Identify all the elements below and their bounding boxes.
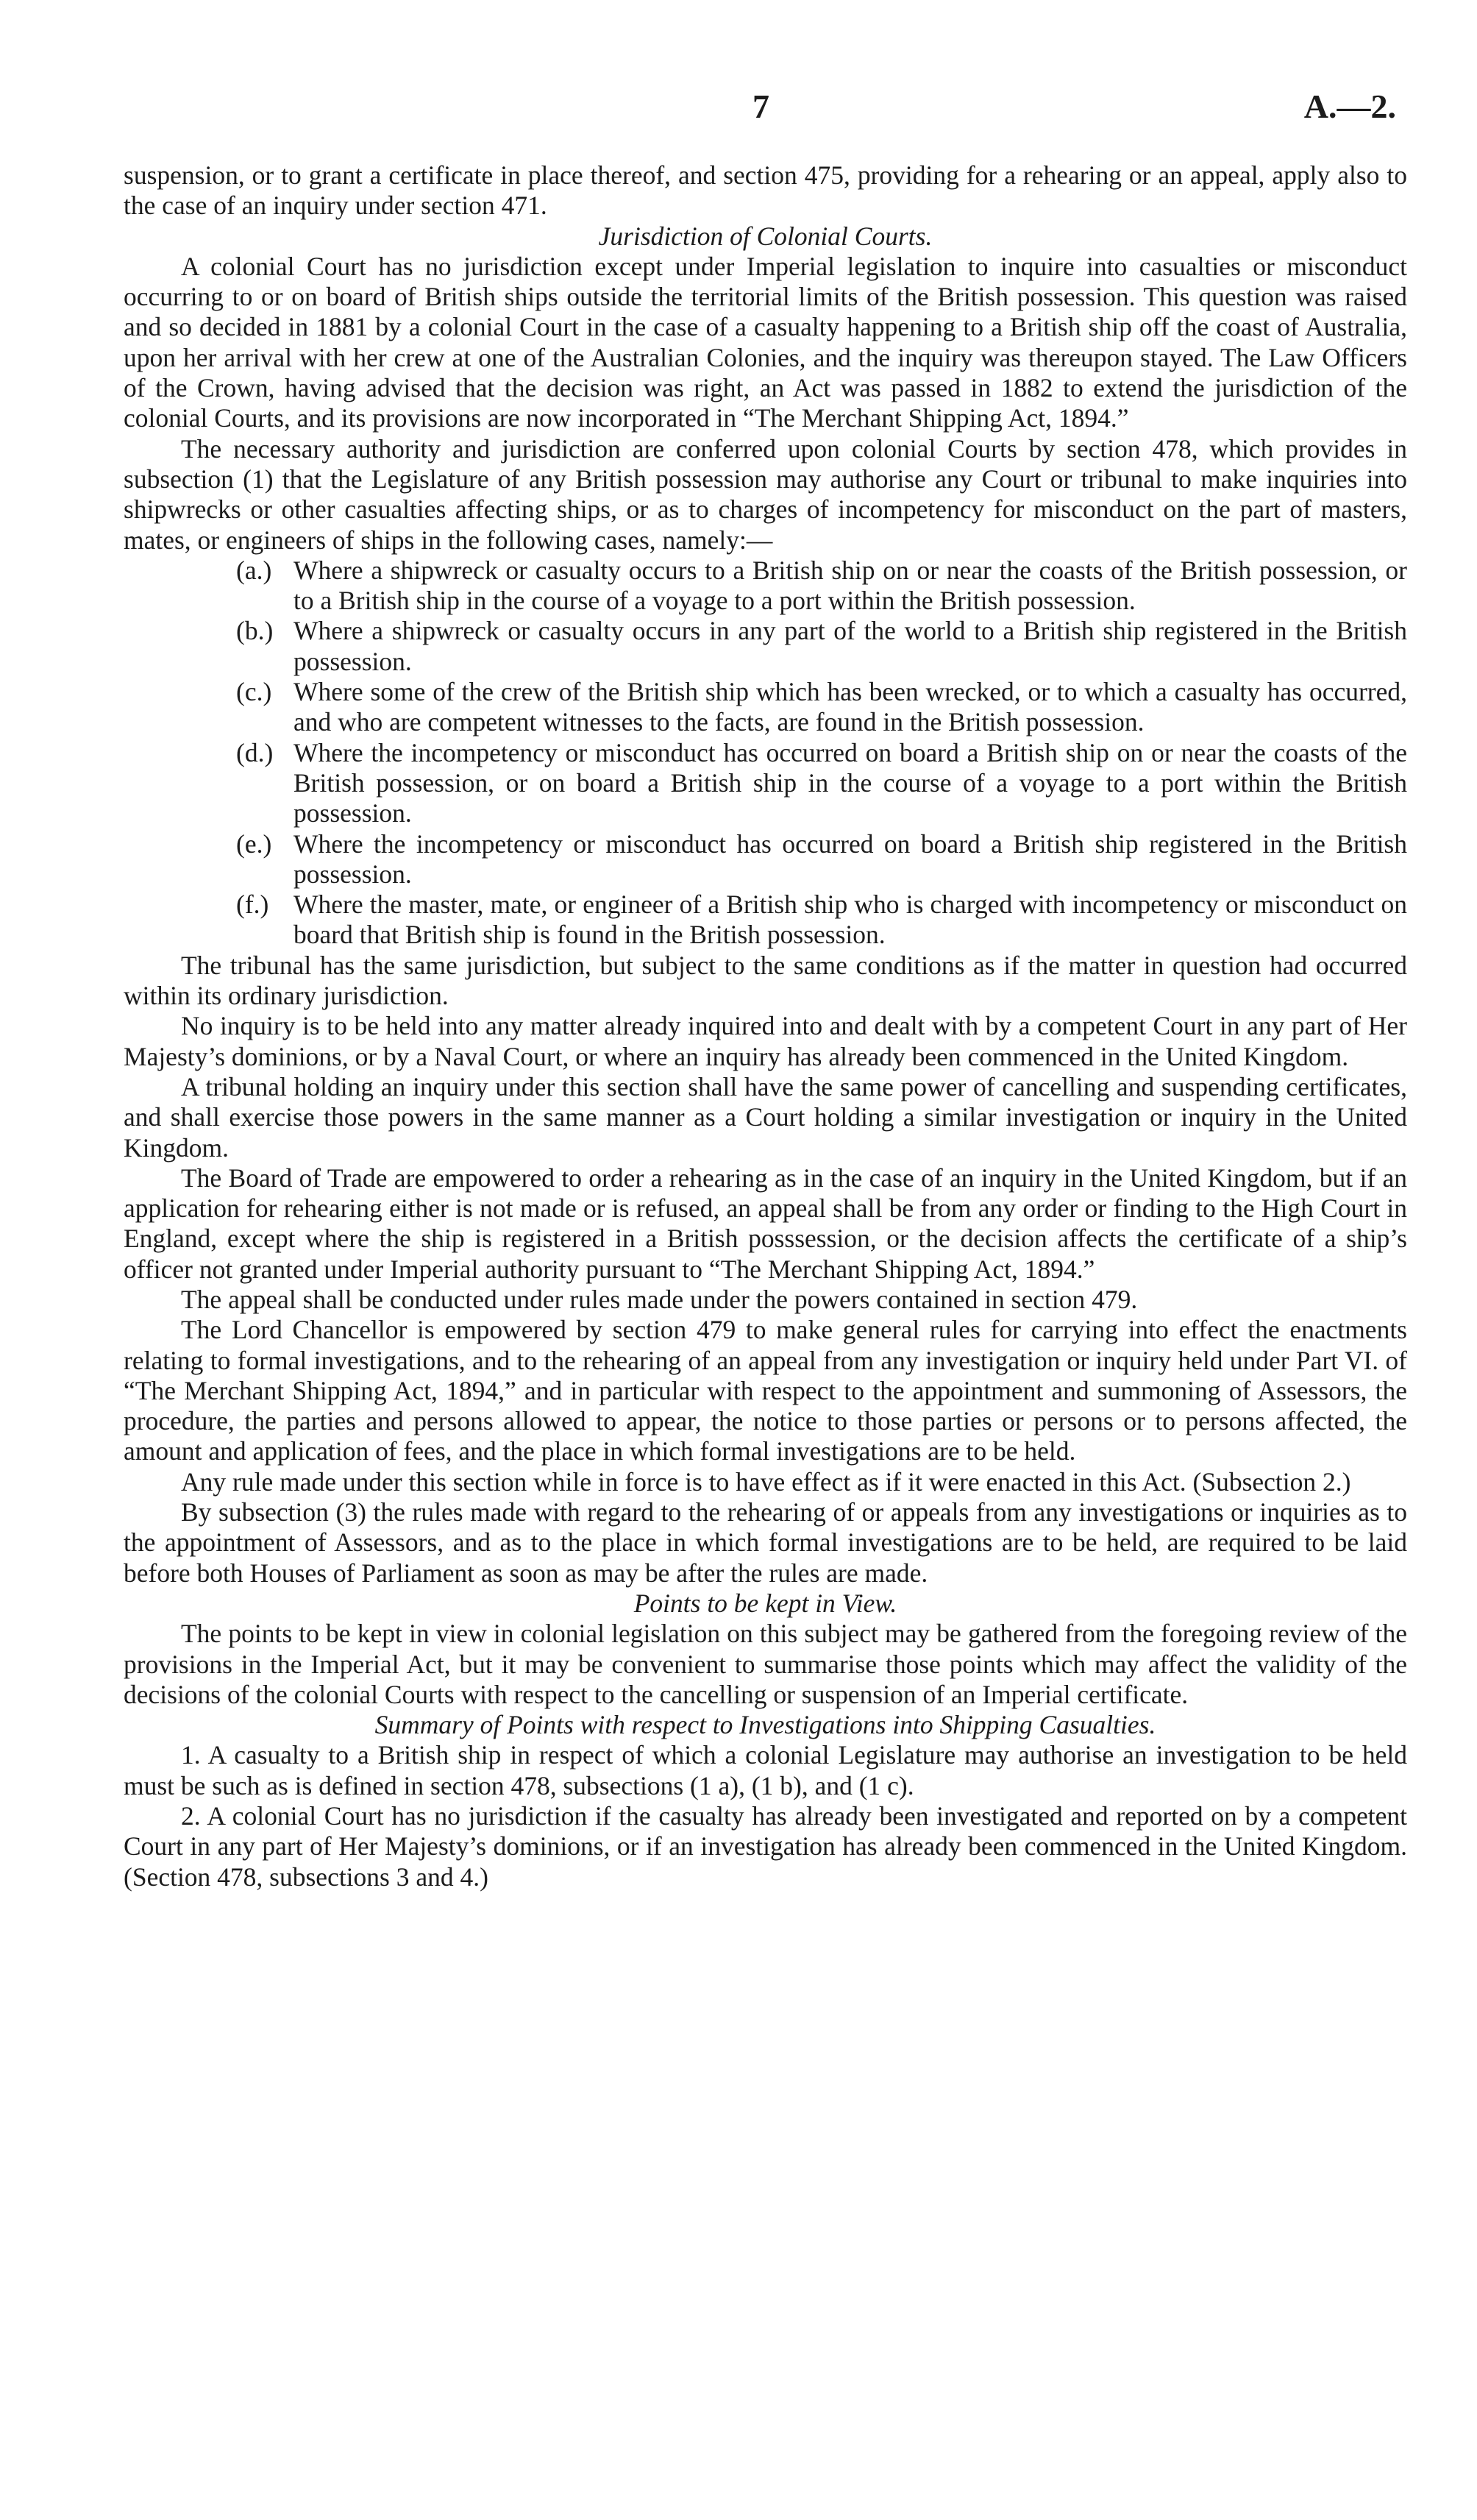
list-item: [124, 677, 1407, 738]
paragraph: A colonial Court has no jurisdiction except under Imperial legislation to inquire into casualties or misconduct occurring to or on board of British ships outside the territorial limits of the British possession. This question was raised and so decided in 1881 by a colonial Court in the case of a casualty happening to a British ship off the coast of Australia, upon her arrival with her crew at one of the Australian Colonies, and the inquiry was thereupon stayed. The Law Officers of the Crown, having advised that the decision was right, an Act was passed in 1882 to extend the jurisdiction of the colonial Courts, and its provisions are now incorporated in “The Merchant Shipping Act, 1894.”: [124, 251, 1407, 433]
case-label: (b.): [236, 616, 274, 646]
case-text: Where a shipwreck or casualty occurs to a British ship on or near the coasts of the British possession, or to a British ship in the course of a voyage to a port within the British possession.: [293, 555, 1407, 616]
list-item: [124, 890, 1407, 951]
case-text: Where a shipwreck or casualty occurs in any part of the world to a British ship registered in the British possession.: [293, 616, 1407, 676]
paragraph: The appeal shall be conducted under rules made under the powers contained in section 479.: [181, 1284, 1138, 1314]
paragraph: The tribunal has the same jurisdiction, but subject to the same conditions as if the matter in question had occurred within its ordinary jurisdiction.: [124, 950, 1407, 1011]
case-label: (d.): [236, 737, 274, 767]
list-item: [124, 738, 1407, 829]
summary-point: 1. A casualty to a British ship in respect of which a colonial Legislature may authorise an investigation to be held must be such as is defined in section 478, subsections (1 a), (1 b), and (1 c).: [124, 1740, 1407, 1800]
case-text: Where the incompetency or misconduct has occurred on board a British ship on or near the coasts of the British possession, or on board a British ship in the course of a voyage to a port within the British possession.: [293, 737, 1407, 828]
paragraph: The Board of Trade are empowered to order a rehearing as in the case of an inquiry in the United Kingdom, but if an application for rehearing either is not made or is refused, an appeal shall be from any order or finding to the High Court in England, except where the ship is registered in a British posssession, or the decision affects the certificate of a ship’s officer not granted under Imperial authority pursuant to “The Merchant Shipping Act, 1894.”: [124, 1163, 1407, 1284]
page-number: 7: [752, 88, 769, 125]
section-heading-points: Points to be kept in View.: [633, 1588, 897, 1618]
list-item: [124, 616, 1407, 677]
case-text: Where some of the crew of the British ship which has been wrecked, or to which a casualty has occurred, and who are competent witnesses to the facts, are found in the British possession.: [293, 677, 1407, 737]
paragraph: The Lord Chancellor is empowered by section 479 to make general rules for carrying into effect the enactments relating to formal investigations, and to the rehearing of an appeal from any investigation or inquiry held under Part VI. of “The Merchant Shipping Act, 1894,” and in particular with respect to the appointment and summoning of Assessors, the procedure, the parties and persons allowed to appear, the notice to those parties or persons or to persons affected, the amount and application of fees, and the place in which formal investigations are to be held.: [124, 1315, 1407, 1466]
section-heading-jurisdiction: Jurisdiction of Colonial Courts.: [598, 221, 933, 251]
list-item: [124, 556, 1407, 617]
paragraph: The points to be kept in view in colonial legislation on this subject may be gathered from the foregoing review of the provisions in the Imperial Act, but it may be convenient to summarise those points which may affect the validity of the decisions of the colonial Courts with respect to the cancelling or suspension of an Imperial certificate.: [124, 1619, 1407, 1709]
section-heading-summary: Summary of Points with respect to Investigations into Shipping Casualties.: [374, 1710, 1156, 1740]
case-text: Where the incompetency or misconduct has occurred on board a British ship registered in the British possession.: [293, 828, 1407, 889]
case-label: (a.): [236, 555, 272, 585]
case-label: (e.): [236, 828, 272, 859]
paragraph: Any rule made under this section while in force is to have effect as if it were enacted in this Act. (Subsection 2.): [181, 1466, 1351, 1497]
body-text: [124, 160, 1407, 1892]
summary-point: 2. A colonial Court has no jurisdiction if the casualty has already been investigated and reported on by a competent Court in any part of Her Majesty’s dominions, or if an investigation has already been commenced in the United Kingdom. (Section 478, subsections 3 and 4.): [124, 1801, 1407, 1892]
paragraph: No inquiry is to be held into any matter already inquired into and dealt with by a competent Court in any part of Her Majesty’s dominions, or by a Naval Court, or where an inquiry has already been commenced in the United Kingdom.: [124, 1011, 1407, 1071]
paragraph: By subsection (3) the rules made with regard to the rehearing of or appeals from any investigations or inquiries as to the appointment of Assessors, and as to the place in which formal investigations are to be held, are required to be laid before both Houses of Parliament as soon as may be after the rules are made.: [124, 1497, 1407, 1588]
paragraph: The necessary authority and jurisdiction are conferred upon colonial Courts by section 478, which provides in subsection (1) that the Legislature of any British possession may authorise any Court or tribunal to make inquiries into shipwrecks or other casualties affecting ships, or as to charges of incompetency for misconduct on the part of masters, mates, or engineers of ships in the following cases, namely:—: [124, 433, 1407, 555]
case-text: Where the master, mate, or engineer of a British ship who is charged with incompetency or misconduct on board that British ship is found in the British possession.: [293, 890, 1407, 950]
case-label: (f.): [236, 890, 269, 920]
paragraph-continuation: suspension, or to grant a certificate in place thereof, and section 475, providing for a rehearing or an appeal, apply also to the case of an inquiry under section 471.: [124, 160, 1407, 221]
paragraph: A tribunal holding an inquiry under this section shall have the same power of cancelling and suspending certificates, and shall exercise those powers in the same manner as a Court holding a similar investigation or inquiry in the United Kingdom.: [124, 1071, 1407, 1163]
list-item: [124, 829, 1407, 890]
case-label: (c.): [236, 677, 272, 707]
cases-list: [124, 556, 1407, 951]
document-reference: A.—2.: [1303, 88, 1396, 125]
